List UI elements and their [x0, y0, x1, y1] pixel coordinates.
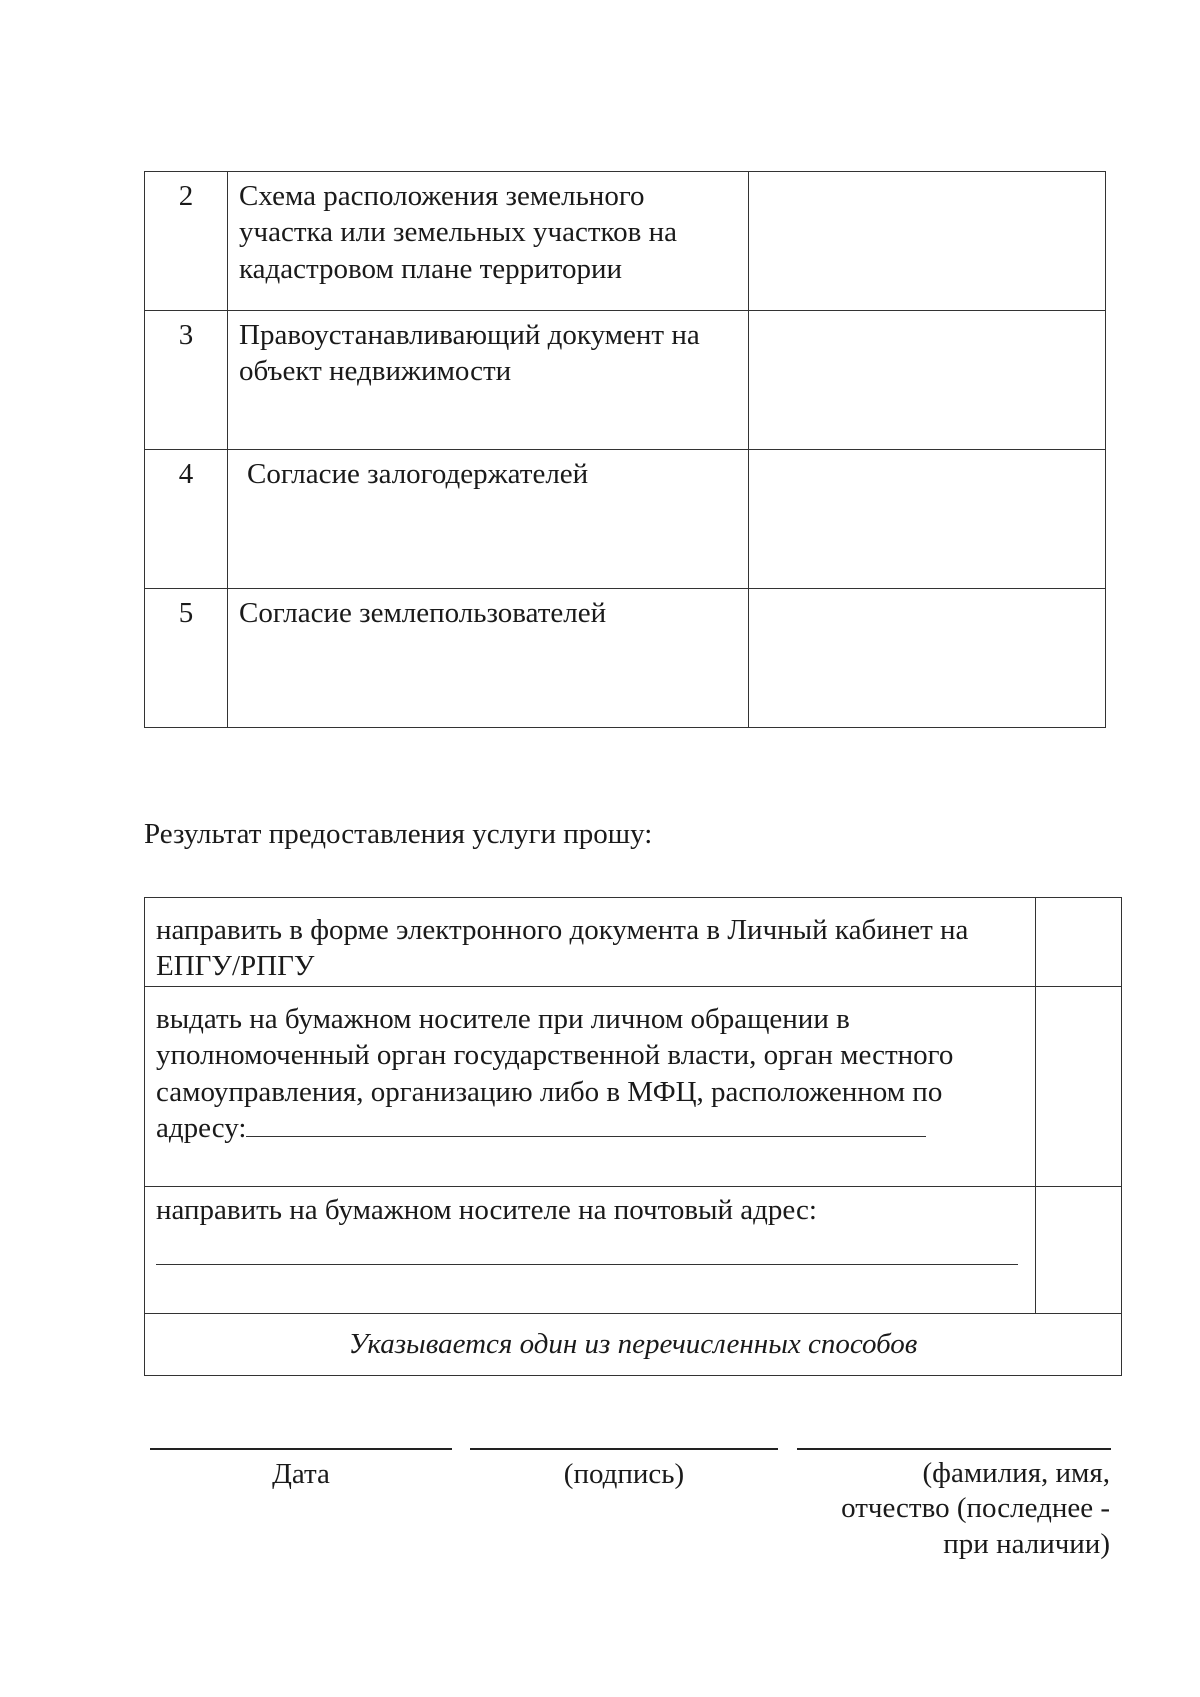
table-row: [145, 172, 1106, 311]
option-row: [145, 1187, 1122, 1314]
row-number: 5: [145, 589, 228, 728]
date-line[interactable]: [150, 1448, 452, 1450]
row-number: 2: [145, 172, 228, 311]
row-number: 4: [145, 450, 228, 589]
address-label: адресу:: [156, 1111, 247, 1144]
result-options-table: [144, 897, 1122, 1376]
row-number: 3: [145, 311, 228, 450]
document-name: Согласие залогодержателей: [228, 450, 749, 589]
document-mark-cell[interactable]: [749, 172, 1106, 311]
option-paper-in-person-text: выдать на бумажном носителе при личном обращении в уполномоченный орган государственной власти, орган местного самоуправления, организацию либо в МФЦ, расположенном по: [156, 1003, 954, 1108]
option-note: Указывается один из перечисленных способов: [145, 1314, 1122, 1376]
option-postal-checkbox[interactable]: [1036, 1187, 1122, 1314]
signature-line[interactable]: [470, 1448, 778, 1450]
document-mark-cell[interactable]: [749, 450, 1106, 589]
date-label: Дата: [272, 1458, 330, 1490]
option-electronic-text: направить в форме электронного документа в Личный кабинет на ЕПГУ/РПГУ: [145, 898, 1036, 987]
option-paper-in-person-cell: [145, 987, 1036, 1187]
documents-table: [144, 171, 1106, 728]
fio-label: [760, 1456, 1110, 1562]
document-mark-cell[interactable]: [749, 589, 1106, 728]
fio-line[interactable]: [797, 1448, 1111, 1450]
fio-label-line: (фамилия, имя,: [922, 1457, 1110, 1489]
document-mark-cell[interactable]: [749, 311, 1106, 450]
address-input-line[interactable]: [246, 1114, 926, 1137]
signature-label: (подпись): [563, 1458, 685, 1490]
table-row: [145, 311, 1106, 450]
document-name: Согласие землепользователей: [228, 589, 749, 728]
fio-label-line: отчество (последнее -: [841, 1492, 1110, 1525]
table-row: [145, 589, 1106, 728]
option-postal-text: направить на бумажном носителе на почтовый адрес:: [156, 1194, 817, 1226]
option-row: [145, 987, 1122, 1187]
option-paper-address-row: [156, 1110, 1029, 1146]
option-paper-in-person-checkbox[interactable]: [1036, 987, 1122, 1187]
document-name: Схема расположения земельного участка или земельных участков на кадастровом плане территории: [228, 172, 749, 311]
option-postal-cell: [145, 1187, 1036, 1314]
result-heading: Результат предоставления услуги прошу:: [144, 818, 653, 850]
document-name: Правоустанавливающий документ на объект недвижимости: [228, 311, 749, 450]
fio-label-line: при наличии): [943, 1527, 1110, 1560]
note-row: [145, 1314, 1122, 1376]
option-row: [145, 898, 1122, 987]
option-electronic-checkbox[interactable]: [1036, 898, 1122, 987]
postal-address-input-line[interactable]: [156, 1228, 1018, 1265]
table-row: [145, 450, 1106, 589]
